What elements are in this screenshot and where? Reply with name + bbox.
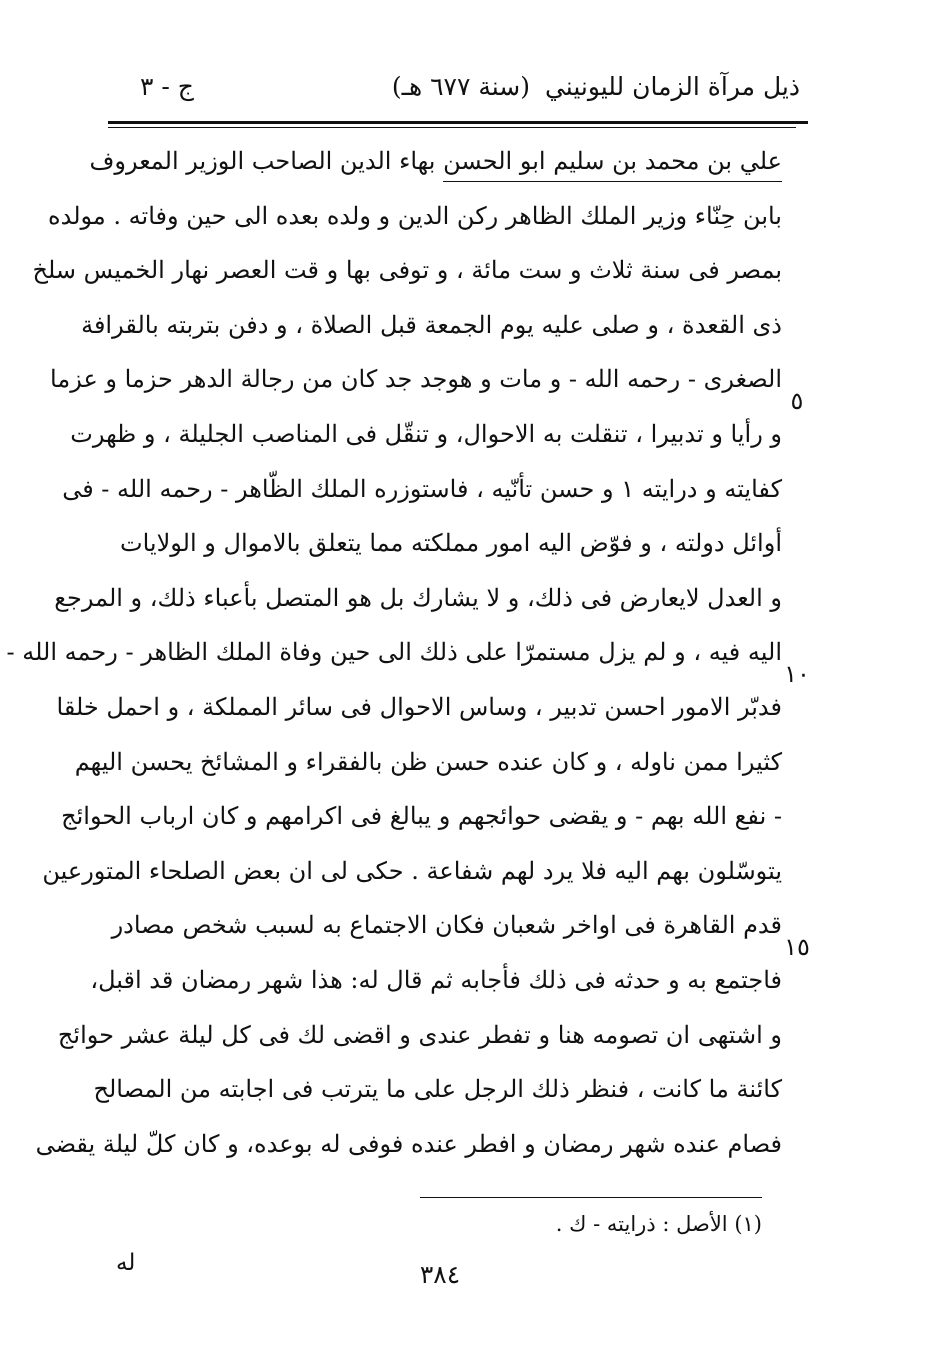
text-line-12: كثيرا ممن ناوله ، و كان عنده حسن ظن بالفقراء و المشائخ يحسن اليهم	[74, 747, 782, 776]
header-rule-thin	[108, 127, 796, 128]
text-line-6: و رأيا و تدبيرا ، تنقلت به الاحوال، و تنقّل فى المناصب الجليلة ، و ظهرت	[70, 419, 782, 448]
header-title: ذيل مرآة الزمان لليونيني	[544, 72, 800, 101]
catchword: له	[116, 1250, 136, 1276]
text-line-9: و العدل لايعارض فى ذلك، و لا يشارك بل هو المتصل بأعباء ذلك، و المرجع	[54, 583, 782, 612]
text-line-11: فدبّر الامور احسن تدبير ، وساس الاحوال فى سائر المملكة ، و احمل خلقا	[56, 692, 782, 721]
header-rule-thick	[108, 121, 808, 124]
text-line-4: ذى القعدة ، و صلى عليه يوم الجمعة قبل الصلاة ، و دفن بتربته بالقرافة	[81, 310, 782, 339]
header-year: (سنة ٦٧٧ هـ)	[391, 72, 530, 101]
text-line-16: فاجتمع به و حدثه فى ذلك فأجابه ثم قال له: هذا شهر رمضان قد اقبل،	[90, 965, 782, 994]
line-number-10: ١٠	[784, 660, 810, 688]
text-line-10: اليه فيه ، و لم يزل مستمرّا على ذلك الى حين وفاة الملك الظاهر - رحمه الله -	[6, 638, 782, 667]
text-line-7: كفايته و درايته ١ و حسن تأنّيه ، فاستوزره الملك الظّاهر - رحمه الله - فى	[62, 474, 782, 503]
text-line-19: فصام عنده شهر رمضان و افطر عنده فوفى له بوعده، و كان كلّ ليلة يقضى	[35, 1129, 782, 1158]
text-line-8: أوائل دولته ، و فوّض اليه امور مملكته مما يتعلق بالاموال و الولايات	[120, 529, 782, 558]
entry-heading-name: علي بن محمد بن سليم ابو الحسن	[443, 147, 782, 182]
text-line-14: يتوسّلون بهم اليه فلا يرد لهم شفاعة . حكى لى ان بعض الصلحاء المتورعين	[42, 856, 782, 885]
line-number-5: ٥	[790, 387, 804, 415]
text-line-3: بمصر فى سنة ثلاث و ست مائة ، و توفى بها و قت العصر نهار الخميس سلخ	[32, 256, 782, 285]
footnote: (١) الأصل : ذرايته - ك .	[555, 1212, 762, 1236]
text-line-1	[89, 134, 782, 189]
header-volume: ج - ٣	[140, 72, 194, 101]
text-line-15: قدم القاهرة فى اواخر شعبان فكان الاجتماع به لسبب شخص مصادر	[111, 911, 782, 940]
text-line-17: و اشتهى ان تصومه هنا و تفطر عندى و اقضى لك فى كل ليلة عشر حوائج	[57, 1020, 782, 1049]
running-header	[110, 72, 800, 116]
text-line-2: بابن حِنّاء وزير الملك الظاهر ركن الدين و ولده بعده الى حين وفاته . مولده	[48, 201, 782, 230]
page-number: ٣٨٤	[419, 1260, 461, 1289]
main-text	[6, 134, 782, 1171]
text-line-13: - نفع الله بهم - و يقضى حوائجهم و يبالغ فى اكرامهم و كان ارباب الحوائج	[61, 802, 782, 831]
text-line-18: كائنة ما كانت ، فنظر ذلك الرجل على ما يترتب فى اجابته من المصالح	[93, 1075, 782, 1104]
line-number-15: ١٥	[784, 933, 810, 961]
text-line-1-rest: بهاء الدين الصاحب الوزير المعروف	[89, 147, 444, 175]
footnote-rule	[420, 1197, 762, 1198]
text-line-5: الصغرى - رحمه الله - و مات و هوجد جد كان من رجالة الدهر حزما و عزما	[50, 365, 782, 394]
